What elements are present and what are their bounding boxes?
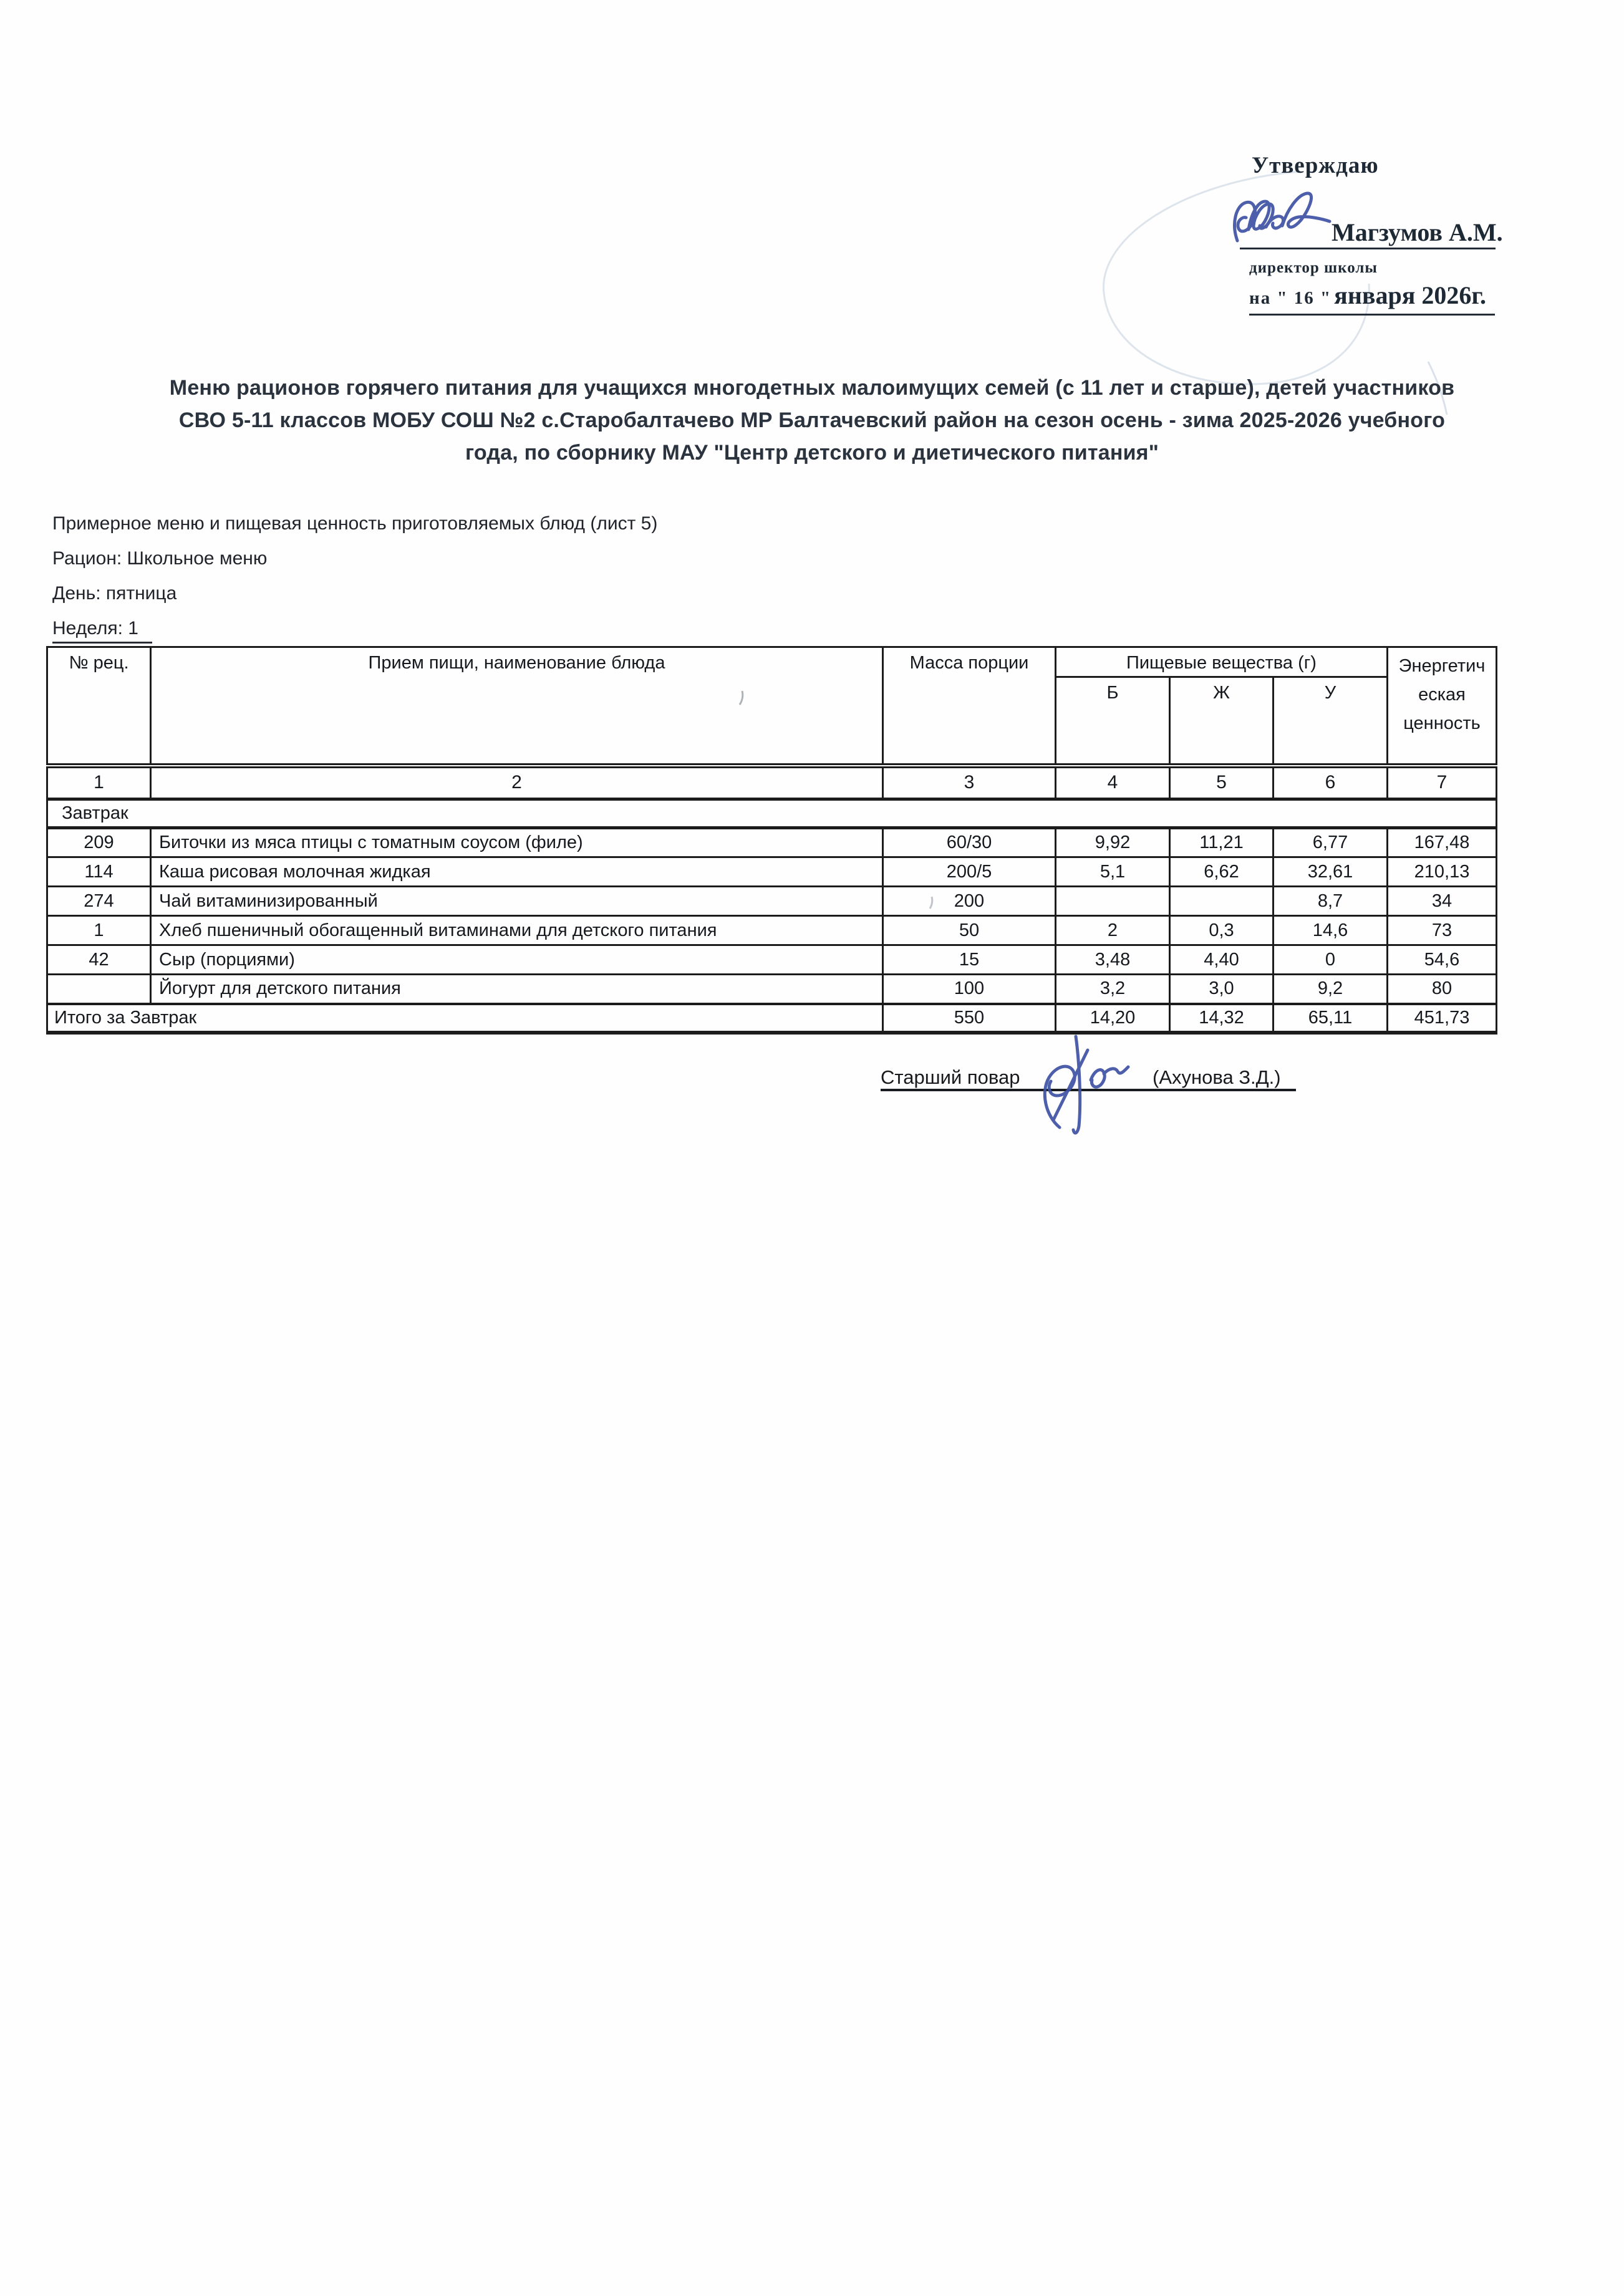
section-row-breakfast [47, 799, 1497, 828]
document-meta [52, 513, 657, 656]
total-label: Итого за Завтрак [47, 1004, 883, 1033]
cell-dish: Чай витаминизированный [151, 887, 883, 916]
meta-week: Неделя: 1 [52, 617, 152, 644]
cell-carbs: 6,77 [1274, 828, 1388, 857]
total-mass: 550 [883, 1004, 1056, 1033]
meta-day: День: пятница [52, 583, 177, 604]
cell-fat: 6,62 [1170, 857, 1274, 887]
director-title: директор школы [1249, 259, 1378, 276]
cell-fat [1170, 887, 1274, 916]
cell-carbs: 8,7 [1274, 887, 1388, 916]
cell-dish: Сыр (порциями) [151, 945, 883, 975]
cell-mass: 15 [883, 945, 1056, 975]
cell-kcal: 167,48 [1388, 828, 1497, 857]
cell-mass: 200 [883, 887, 1056, 916]
total-protein: 14,20 [1056, 1004, 1170, 1033]
total-row [47, 1004, 1497, 1033]
cell-protein: 9,92 [1056, 828, 1170, 857]
section-label: Завтрак [47, 799, 1497, 828]
cell-dish: Каша рисовая молочная жидкая [151, 857, 883, 887]
cell-kcal: 80 [1388, 975, 1497, 1004]
cell-dish: Йогурт для детского питания [151, 975, 883, 1004]
cell-fat: 0,3 [1170, 916, 1274, 945]
cell-dish: Биточки из мяса птицы с томатным соусом (филе) [151, 828, 883, 857]
chef-signature [1021, 1033, 1152, 1139]
cell-mass: 100 [883, 975, 1056, 1004]
title-line: СВО 5-11 классов МОБУ СОШ №2 с.Старобалтачево МР Балтачевский район на сезон осень - зима 2025-2026 учебного [178, 408, 1446, 432]
director-name: Магзумов А.М. [1332, 218, 1503, 246]
approval-date [1249, 281, 1495, 316]
column-number-row: 1 2 3 4 5 6 7 [47, 766, 1497, 799]
date-main: января 2026г. [1334, 281, 1486, 309]
meta-ration: Рацион: Школьное меню [52, 548, 268, 569]
cell-protein [1056, 887, 1170, 916]
menu-table [46, 646, 1497, 1035]
cell-mass: 50 [883, 916, 1056, 945]
header-nutrients: Пищевые вещества (г) [1056, 647, 1388, 677]
signature-underline [1240, 248, 1496, 249]
cell-fat: 3,0 [1170, 975, 1274, 1004]
cell-rec: 114 [47, 857, 151, 887]
cell-dish: Хлеб пшеничный обогащенный витаминами для детского питания [151, 916, 883, 945]
table-row [47, 916, 1497, 945]
table-row [47, 857, 1497, 887]
chef-name: (Ахунова З.Д.) [1153, 1066, 1281, 1088]
title-line: Меню рационов горячего питания для учащихся многодетных малоимущих семей (с 11 лет и старше), детей участников [169, 376, 1455, 400]
header-portion: Масса порции [883, 647, 1056, 766]
cell-carbs: 14,6 [1274, 916, 1388, 945]
cell-rec: 42 [47, 945, 151, 975]
cell-protein: 2 [1056, 916, 1170, 945]
total-fat: 14,32 [1170, 1004, 1274, 1033]
cell-mass: 60/30 [883, 828, 1056, 857]
cell-protein: 3,2 [1056, 975, 1170, 1004]
cell-carbs: 0 [1274, 945, 1388, 975]
total-kcal: 451,73 [1388, 1004, 1497, 1033]
cell-kcal: 210,13 [1388, 857, 1497, 887]
header-rec-no: № рец. [47, 647, 151, 766]
table-row [47, 828, 1497, 857]
meta-subtitle: Примерное меню и пищевая ценность приготовляемых блюд (лист 5) [52, 513, 658, 534]
cell-rec [47, 975, 151, 1004]
cell-rec: 1 [47, 916, 151, 945]
header-energy: Энергетич еская ценность [1388, 647, 1497, 766]
header-fat: Ж [1170, 677, 1274, 766]
cell-kcal: 73 [1388, 916, 1497, 945]
chef-signature-block [881, 1061, 1296, 1091]
cell-mass: 200/5 [883, 857, 1056, 887]
chef-label: Старший повар [881, 1066, 1020, 1088]
approve-label: Утверждаю [1252, 153, 1379, 178]
cell-kcal: 34 [1388, 887, 1497, 916]
table-row [47, 887, 1497, 916]
table-header [47, 647, 1497, 799]
cell-protein: 3,48 [1056, 945, 1170, 975]
header-protein: Б [1056, 677, 1170, 766]
cell-rec: 274 [47, 887, 151, 916]
cell-kcal: 54,6 [1388, 945, 1497, 975]
cell-rec: 209 [47, 828, 151, 857]
title-line: года, по сборнику МАУ "Центр детского и диетического питания" [465, 441, 1159, 465]
table-row [47, 975, 1497, 1004]
total-carbs: 65,11 [1274, 1004, 1388, 1033]
document-title [62, 372, 1562, 469]
cell-protein: 5,1 [1056, 857, 1170, 887]
header-dish: Прием пищи, наименование блюда [151, 647, 883, 766]
cell-fat: 11,21 [1170, 828, 1274, 857]
header-carbs: У [1274, 677, 1388, 766]
cell-carbs: 9,2 [1274, 975, 1388, 1004]
table-row [47, 945, 1497, 975]
cell-fat: 4,40 [1170, 945, 1274, 975]
cell-carbs: 32,61 [1274, 857, 1388, 887]
date-prefix: на " 16 " [1249, 288, 1332, 308]
